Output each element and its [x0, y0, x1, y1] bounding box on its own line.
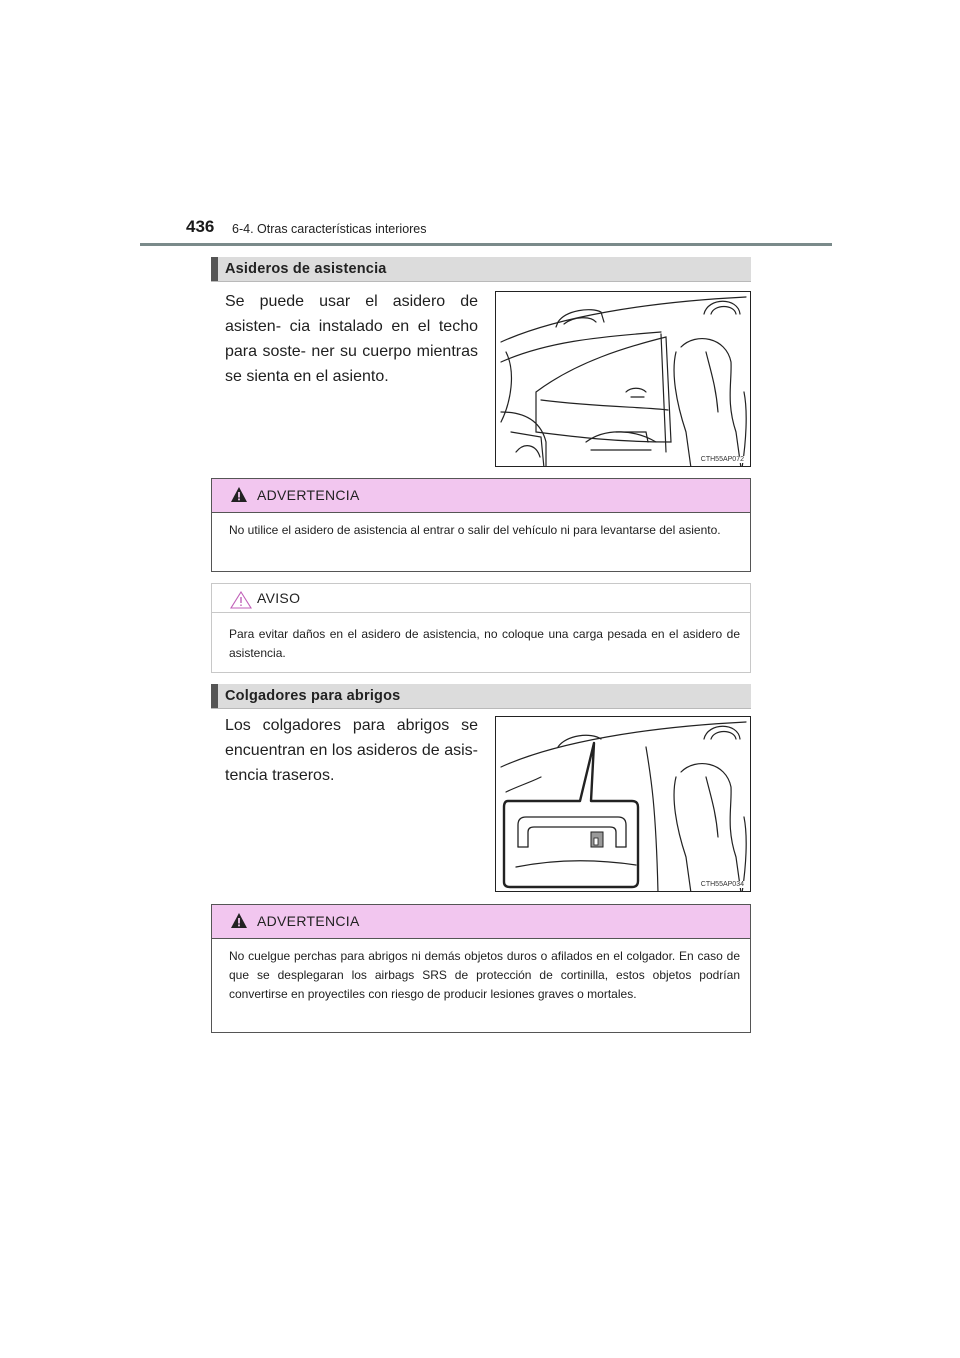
warning-box-1 — [211, 478, 751, 572]
caution-box — [211, 583, 751, 673]
assist-grip-illustration — [495, 291, 751, 467]
section-heading-asideros — [211, 257, 751, 282]
caution-text: Para evitar daños en el asidero de asistencia, no coloque una carga pesada en el asidero de asistencia. — [229, 627, 740, 660]
warning-header — [212, 479, 750, 513]
header-divider — [140, 243, 832, 246]
chapter-title: 6-4. Otras características interiores — [232, 222, 427, 236]
coat-hook-illustration — [495, 716, 751, 892]
section1-body-text: Se puede usar el asidero de asisten- cia instalado en el techo para soste- ner su cuerpo mientras se sienta en el asiento. — [225, 293, 478, 385]
warning-box-2 — [211, 904, 751, 1033]
heading-accent-bar — [211, 257, 218, 281]
figure-code: CTH55AP072 — [700, 456, 744, 463]
page-number: 436 — [186, 217, 215, 236]
caution-triangle-outline-icon — [230, 591, 252, 614]
section-heading-text: Colgadores para abrigos — [225, 688, 401, 704]
assist-grip-drawing — [496, 292, 751, 467]
section2-body-text: Los colgadores para abrigos se encuentran en los asideros de asis- tencia traseros. — [225, 717, 478, 784]
warning-label: ADVERTENCIA — [257, 913, 360, 929]
warning-triangle-icon — [230, 486, 248, 508]
warning-text: No utilice el asidero de asistencia al entrar o salir del vehículo ni para levantarse del asiento. — [229, 523, 721, 537]
caution-label: AVISO — [257, 590, 301, 606]
warning-text: No cuelgue perchas para abrigos ni demás objetos duros o afilados en el colgador. En caso de que se desplegaran los airbags SRS de protección de cortinilla, estos objetos podrían convertirse en proyectiles con riesgo de producir lesiones graves o mortales. — [229, 949, 740, 1001]
section-heading-colgadores — [211, 684, 751, 709]
caution-header — [212, 584, 750, 613]
figure-code: CTH55AP034 — [700, 881, 744, 888]
heading-accent-bar — [211, 684, 218, 708]
warning-triangle-icon — [230, 912, 248, 934]
warning-header — [212, 905, 750, 939]
coat-hook-drawing — [496, 717, 751, 892]
section-heading-text: Asideros de asistencia — [225, 261, 387, 277]
warning-label: ADVERTENCIA — [257, 487, 360, 503]
